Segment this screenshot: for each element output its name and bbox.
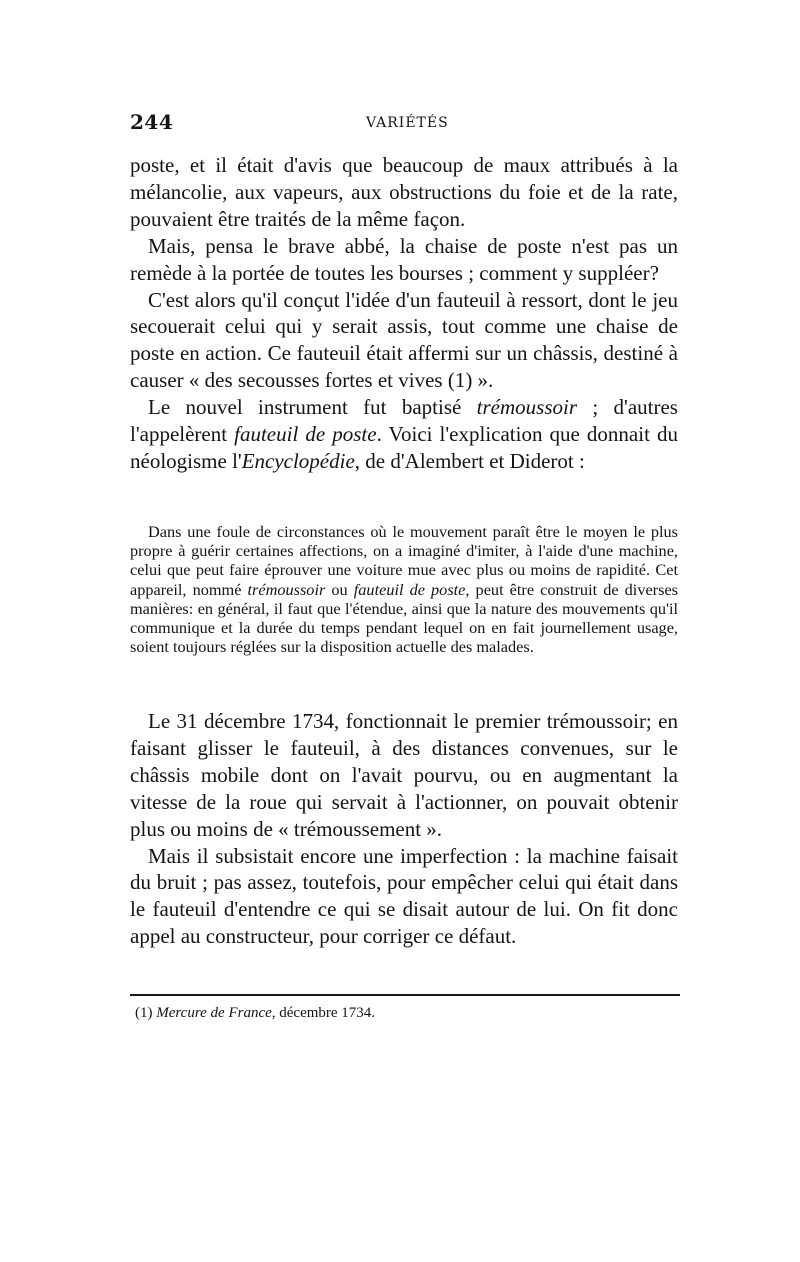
term-fauteuil-de-poste: fauteuil de poste xyxy=(234,422,377,447)
section-title: VARIÉTÉS xyxy=(366,115,449,131)
footnote-source: Mercure de France xyxy=(156,1005,272,1021)
paragraph-1: poste, et il était d'avis que beaucoup de maux attribués à la mélancolie, aux vapeurs, aux obstructions du foie et de la rate, pouvaient être traités de la même façon. xyxy=(130,153,678,231)
main-text-bottom xyxy=(130,708,678,950)
footnote-rule xyxy=(130,994,680,996)
page-number: 244 xyxy=(130,110,174,134)
term-encyclopedie: Encyclopédie xyxy=(241,448,355,473)
main-text-top xyxy=(130,152,678,475)
quote-text-3: , peut être construit de diverses manières: en général, il faut que l'étendue, ainsi que la nature des mouvements qu'il communique et la durée du temps pendant lequel on en fait journellement usage, soient toujours réglées sur la disposition actuelle des malades. xyxy=(130,579,679,657)
paragraph-5: Le 31 décembre 1734, fonctionnait le premier trémoussoir; en faisant glisser le fauteuil, à des distances convenues, sur le châssis mobile dont on l'avait pourvu, ou en augmentant la vitesse de la roue qui servait à l'actionner, on pouvait obtenir plus ou moins de « trémoussement ». xyxy=(130,709,678,841)
paragraph-4-text-3: . Voici l'explication que donnait du néologisme l' xyxy=(130,422,678,473)
paragraph-4-text-2: ; d'autres l'appelèrent xyxy=(130,395,678,447)
quote-term-fauteuil-de-poste: fauteuil de poste xyxy=(353,579,466,599)
quote-text-1: Dans une foule de circonstances où le mouvement paraît être le moyen le plus propre à guérir certaines affections, on a imaginé d'imiter, à l'aide d'une machine, celui que peut faire éprouver une voiture mue avec plus ou moins de rapidité. Cet appareil, nommé xyxy=(130,522,678,599)
footnote-date: , décembre 1734. xyxy=(271,1005,376,1021)
paragraph-4-text-1: Le nouvel instrument fut baptisé xyxy=(148,395,477,420)
paragraph-4-text-4: , de d'Alembert et Diderot : xyxy=(354,448,585,473)
running-head xyxy=(130,110,678,134)
quote-term-tremoussoir: trémoussoir xyxy=(247,579,326,599)
quote-paragraph xyxy=(130,522,678,656)
term-tremoussoir: trémoussoir xyxy=(476,395,578,420)
paragraph-3: C'est alors qu'il conçut l'idée d'un fauteuil à ressort, dont le jeu secouerait celui qui y serait assis, tout comme une chaise de poste en action. Ce fauteuil était affermi sur un châssis, destiné à causer « des secousses fortes et vives (1) ». xyxy=(130,287,678,393)
footnote-marker: (1) xyxy=(135,1005,153,1021)
quote-text-2: ou xyxy=(325,579,354,599)
block-quote xyxy=(130,522,678,656)
paragraph-4 xyxy=(130,394,678,475)
paragraph-2: Mais, pensa le brave abbé, la chaise de poste n'est pas un remède à la portée de toutes les bourses ; comment y suppléer? xyxy=(130,233,678,285)
paragraph-6: Mais il subsistait encore une imperfection : la machine faisait du bruit ; pas assez, toutefois, pour empêcher celui qui était dans le fauteuil d'entendre ce qui se disait autour de lui. On fit donc appel au constructeur, pour corriger ce défaut. xyxy=(130,843,678,949)
footnote xyxy=(135,1004,375,1022)
